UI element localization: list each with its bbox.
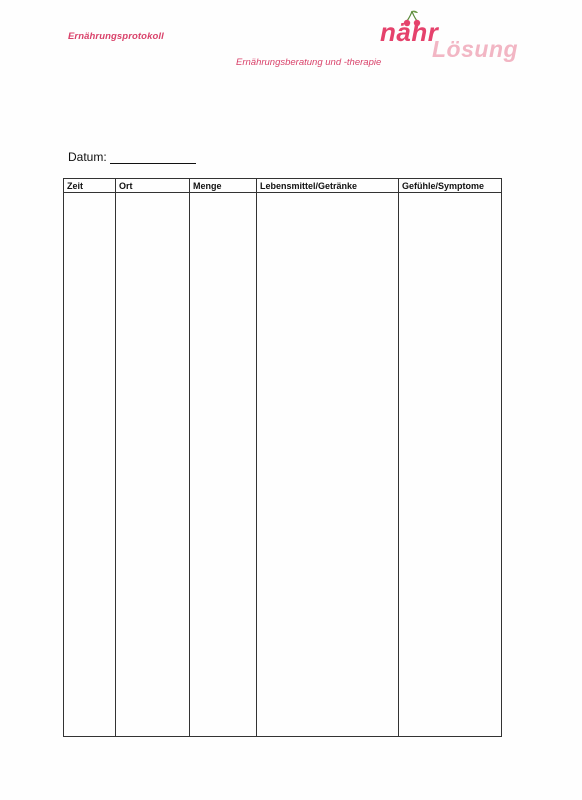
document-title: Ernährungsprotokoll <box>68 31 164 42</box>
cell-lebensmittel[interactable] <box>257 193 399 737</box>
protocol-table <box>63 178 502 737</box>
logo-text-primary: nähr <box>380 17 439 47</box>
column-header-ort: Ort <box>116 179 190 193</box>
column-header-gefuehle: Gefühle/Symptome <box>399 179 502 193</box>
table-header-row <box>64 179 502 193</box>
cell-menge[interactable] <box>190 193 257 737</box>
cell-zeit[interactable] <box>64 193 116 737</box>
date-field[interactable] <box>110 163 196 164</box>
document-subtitle: Ernährungsberatung und -therapie <box>236 57 382 68</box>
column-header-menge: Menge <box>190 179 257 193</box>
column-header-lebensmittel: Lebensmittel/Getränke <box>257 179 399 193</box>
cell-ort[interactable] <box>116 193 190 737</box>
logo-text-secondary: Lösung <box>432 36 519 62</box>
cell-gefuehle[interactable] <box>399 193 502 737</box>
table-row <box>64 193 502 737</box>
date-label: Datum: <box>68 150 107 164</box>
column-header-zeit: Zeit <box>64 179 116 193</box>
brand-logo <box>380 10 520 70</box>
